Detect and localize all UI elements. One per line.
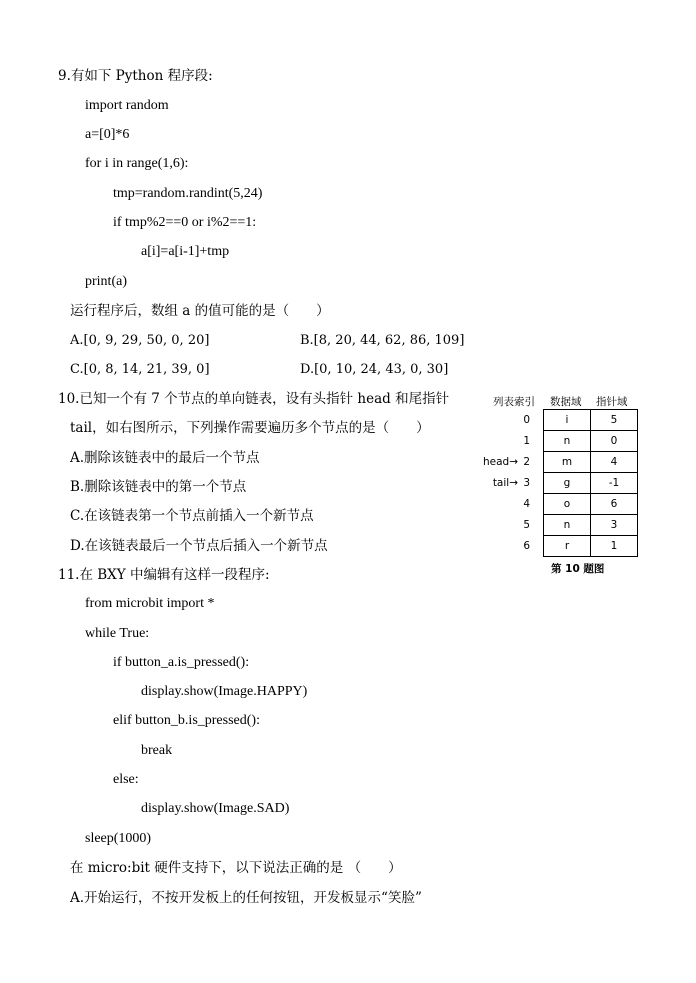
data-cell: o: [544, 494, 591, 515]
q9-option-d: D.[0, 10, 24, 43, 0, 30]: [300, 362, 449, 377]
figure-header-index: 列表索引: [493, 396, 535, 408]
q11-option-a: A.开始运行，不按开发板上的任何按钮，开发板显示“笑脸”: [70, 890, 422, 906]
pointer-cell: -1: [591, 473, 638, 494]
q10-option-d: D.在该链表最后一个节点后插入一个新节点: [70, 538, 328, 554]
figure-header-data: 数据域: [550, 396, 582, 408]
q10-option-b: B.删除该链表中的第一个节点: [70, 479, 247, 495]
table-row: [544, 494, 638, 515]
row-index: 1: [523, 435, 530, 447]
row-index: 0: [523, 414, 530, 426]
code-line: for i in range(1,6):: [85, 156, 189, 171]
code-line: print(a): [85, 274, 127, 289]
code-line: a[i]=a[i-1]+tmp: [141, 244, 230, 259]
code-line: display.show(Image.HAPPY): [141, 684, 308, 699]
q11-stem: 在 micro:bit 硬件支持下，以下说法正确的是 （ ）: [70, 860, 402, 876]
row-index: 5: [523, 519, 530, 531]
figure-header-pointer: 指针域: [596, 396, 628, 408]
code-line: else:: [113, 772, 139, 787]
code-line: if tmp%2==0 or i%2==1:: [113, 215, 257, 230]
code-line: elif button_b.is_pressed():: [113, 713, 260, 728]
pointer-cell: 1: [591, 536, 638, 557]
data-cell: m: [544, 452, 591, 473]
figure-caption: 第 10 题图: [551, 563, 605, 575]
q9-option-a: A.[0, 9, 29, 50, 0, 20]: [70, 333, 210, 348]
q10-stem-line2: tail，如右图所示，下列操作需要遍历多个节点的是（ ）: [70, 420, 430, 436]
data-cell: n: [544, 431, 591, 452]
q9-title: 9.有如下 Python 程序段:: [58, 68, 213, 84]
code-line: display.show(Image.SAD): [141, 801, 290, 816]
data-cell: n: [544, 515, 591, 536]
table-row: [544, 536, 638, 557]
q9-option-c: C.[0, 8, 14, 21, 39, 0]: [70, 362, 210, 377]
q10-stem-line1: 10.已知一个有 7 个节点的单向链表，设有头指针 head 和尾指针: [58, 391, 450, 407]
code-line: from microbit import *: [85, 596, 215, 611]
q10-option-a: A.删除该链表中的最后一个节点: [70, 450, 260, 466]
row-index: 6: [523, 540, 530, 552]
q9-option-b: B.[8, 20, 44, 62, 86, 109]: [300, 333, 465, 348]
linked-list-table: [543, 409, 638, 557]
table-row: [544, 431, 638, 452]
table-row: [544, 473, 638, 494]
code-line: while True:: [85, 626, 150, 641]
pointer-cell: 5: [591, 410, 638, 431]
table-row: [544, 410, 638, 431]
code-line: break: [141, 743, 173, 758]
code-line: sleep(1000): [85, 831, 152, 846]
pointer-cell: 3: [591, 515, 638, 536]
data-cell: g: [544, 473, 591, 494]
table-row: [544, 452, 638, 473]
pointer-cell: 0: [591, 431, 638, 452]
row-index: 4: [523, 498, 530, 510]
q10-option-c: C.在该链表第一个节点前插入一个新节点: [70, 508, 314, 524]
code-line: tmp=random.randint(5,24): [113, 186, 263, 201]
table-row: [544, 515, 638, 536]
row-index: 3: [523, 477, 530, 489]
code-line: import random: [85, 98, 169, 113]
q11-title: 11.在 BXY 中编辑有这样一段程序:: [58, 567, 270, 583]
data-cell: i: [544, 410, 591, 431]
q9-stem: 运行程序后，数组 a 的值可能的是（ ）: [70, 303, 330, 319]
head-pointer-label: head→: [482, 456, 518, 468]
pointer-cell: 6: [591, 494, 638, 515]
pointer-cell: 4: [591, 452, 638, 473]
code-line: a=[0]*6: [85, 127, 130, 142]
tail-pointer-label: tail→: [492, 477, 518, 489]
row-index: 2: [523, 456, 530, 468]
data-cell: r: [544, 536, 591, 557]
code-line: if button_a.is_pressed():: [113, 655, 250, 670]
